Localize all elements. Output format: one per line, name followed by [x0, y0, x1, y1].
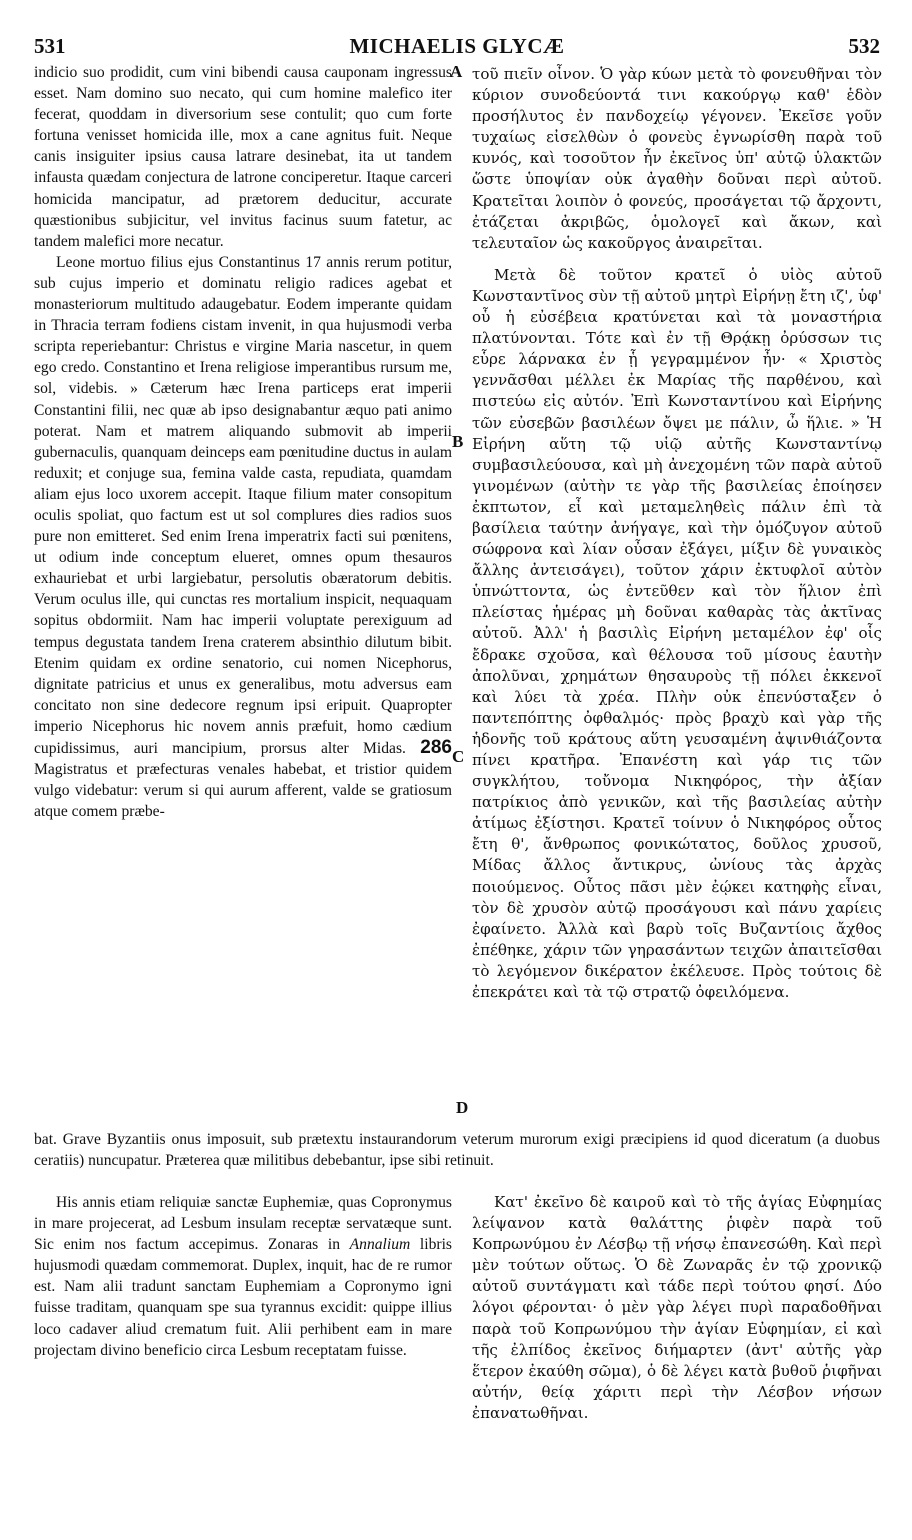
greek-column-top	[472, 64, 882, 1003]
running-title: MICHAELIS GLYCÆ	[349, 34, 565, 58]
section-marker-b: B	[452, 432, 464, 451]
latin-paragraph-2-text: Leone mortuo filius ejus Constantinus 17 annis rerum potitur, sub cujus imperio et dominatu religio radices agebat et monasteriorum multitudo adaugebatur. Eodem imperante quidam in Thracia terram fodiens cistam invenit, in qua hujusmodi verba scripta reperiebantur: Christus e virgine Maria nascetur, in quem ego credo. Constantino et Irena religiose imperantibus rursum me, sol, videbis. » Cæterum hæc Irena particeps erat imperii Constantini filii, nec quæ ab ipso designabantur æquo pati animo poterat. Nam et matrem aliquando submovit ab imperii gubernaculis, quanquam deinceps eam pœnitudine ductus in aulam reduxit; et conjuge sua, femina valde casta, repudiata, quamdam aliam ejus loco uxorem accepit. Itaque filium mater consopitum oculis spoliat, quo factum est ut sol complures dies radios suos pure non emitteret. Sed enim Irena imperatrix facti sui pœnitens, ut odium inde conceptum elueret, omnes opum thesauros exhauriebat et urbi largiebatur, persolutis obæratorum debitis. Verum oculus ille, qui cunctas res mortalium inspicit, nequaquam sopitus obdormiit. Nam hac imperii voluptate perexiguum ad tempus degustata tandem Irena craterem absinthio dilutum bibit. Etenim quidam ex ordine senatorio, cui nomen Nicephorus, dignitate patricius et unus ex generalibus, motu adversus eam concitato non sine dedecore regnum ipsi eripuit. Quapropter imperio Nicephorus hic novem annis præfuit, homo cædium cupidissimus, auri mancipium, prorsus alter Midas.	[34, 253, 452, 757]
section-marker-d: D	[456, 1098, 469, 1117]
latin-paragraph-3-b: libris hujusmodi quædam commemorat. Duplex, inquit, hac de re rumor est. Nam alii tradunt sanctam Euphemiam a Copronymo igni fuisse traditam, quanquam spe sua tyrannus excidit: quippe illius loco cadaver aliud crematum fuit. Alii perhibent eam in mare projectam divino beneficio circa Lesbum receptatam fuisse.	[34, 1236, 452, 1359]
latin-paragraph-3-italic: Annalium	[349, 1236, 411, 1254]
margin-page-number: 286	[420, 737, 452, 758]
latin-column-top	[34, 62, 452, 822]
latin-paragraph-2-end: bat. Grave Byzantiis onus imposuit, sub prætextu instaurandorum veterum murorum exigi præcipiens id quod diceratum (a duobus ceratiis) nuncupatur. Præterea quæ militibus debebantur, ipse sibi retinuit.	[34, 1131, 880, 1170]
section-marker-c: C	[452, 747, 465, 766]
greek-paragraph-3: Κατ' ἐκεῖνο δὲ καιροῦ καὶ τὸ τῆς ἁγίας Εὐφημίας λείψανον κατὰ θαλάττης ῥιφὲν παρὰ τοῦ Κοπρωνύμου ἐν Λέσβῳ τῇ νήσῳ ἐπανεσώθη. Καὶ περὶ μὲν τούτων οὕτως. Ὁ δὲ Ζωναρᾶς ἐν τῷ χρονικῷ αὐτοῦ συντάγματι καὶ τάδε περὶ τούτου φησί. Δύο λόγοι φέρονται· ὁ μὲν γὰρ λέγει πυρὶ παραδοθῆναι παρὰ τοῦ Κοπρωνύμου τὴν ἁγίαν Εὐφημίαν, εἰ καὶ τῆς ἐλπίδος ἐκεῖνος διήμαρτεν (ἀντ' αὐτῆς γὰρ ἕτερον ἐκαύθη σῶμα), ὁ δὲ λέγει κατὰ βυθοῦ ῥιφῆναι αὐτήν, θείᾳ χάριτι περὶ τὴν Λέσβον νήσων ἐπανατωθῆναι.	[472, 1193, 882, 1422]
greek-paragraph-1: τοῦ πιεῖν οἶνον. Ὁ γὰρ κύων μετὰ τὸ φονευθῆναι τὸν κύριον συνοδεύοντά τινι κακούργῳ καθ' ἑδὸν προσήλυτος ἐν πανδοχείῳ γέγονεν. Ἐκεῖσε γοῦν τυχαίως εἰσελθὼν ὁ φονεὺς ἐγνωρίσθη παρὰ τοῦ κυνός, καὶ τοσοῦτον ἦν ἐκεῖνος ὑπ' αὐτῷ ὑλακτῶν ὥστε ὑποψίαν οὐκ ἀγαθὴν δοῦναι περὶ αὐτοῦ. Κρατεῖται λοιπὸν ὁ φονεύς, προσάγεται τῷ ἄρχοντι, ἐτάζεται ἀκριβῶς, ὁμολογεῖ καὶ ἄκων, καὶ τελευταῖον ὡς κακοῦργος ἀναιρεῖται.	[472, 65, 882, 252]
latin-paragraph-3-a: His annis etiam reliquiæ sanctæ Euphemiæ, quas Copronymus in mare projecerat, ad Lesbum insulam receptæ servatæque sunt. Sic enim nos factum accepimus. Zonaras in	[34, 1194, 452, 1254]
latin-paragraph-3	[34, 1192, 452, 1361]
greek-paragraph-2: Μετὰ δὲ τοῦτον κρατεῖ ὁ υἱὸς αὐτοῦ Κωνσταντῖνος σὺν τῇ αὐτοῦ μητρὶ Εἰρήνῃ ἔτη ιζ', ὑφ' οὗ ἡ εὐσέβεια κρατύνεται καὶ τὰ μοναστήρια πλατύνονται. Τότε καὶ ἐν τῇ Θρᾴκῃ ὀρύσσων τις εὗρε λάρνακα ἐν ᾗ γεγραμμένον ἦν· « Χριστὸς γεννᾶσθαι μέλλει ἐκ Μαρίας τῆς παρθένου, καὶ πιστεύω εἰς αὐτόν. Ἐπὶ Κωνσταντίνου καὶ Εἰρήνης τῶν εὐσεβῶν βασιλέων ὄψει με πάλιν, ὦ ἥλιε. » Ἡ Εἰρήνη αὕτη τῷ υἱῷ αὐτῆς Κωνσταντίνῳ συμβασιλεύουσα, καὶ μὴ ἀνεχομένη τῶν παρὰ αὐτοῦ γινομένων (αὐτὴν τε γὰρ τῆς βασιλείας ἐποίησεν ἐκπτωτον, εἶ καὶ μεταμεληθεὶς πάλιν ἐπὶ τὰ βασίλεια ταύτην ἀνήγαγε, καὶ τὴν ὁμόζυγον αὐτοῦ σώφρονα καὶ λίαν οὖσαν ἐξάγει, μίξιν δὲ γυναικὸς ἄλλης ἀντεισάγει), τοῦτον χάριν ἐκτυφλοῖ αὐτὸν ὑπνώττοντα, ὡς ἐντεῦθεν καὶ τὸν ἥλιον ἐπὶ πλείστας ἡμέρας μὴ δοῦναι καθαρὰς τὰς ἀκτῖνας αὐτοῦ. Ἀλλ' ἡ βασιλὶς Εἰρήνη μεταμέλον ἐφ' οἷς ἔδρακε σχοῦσα, καὶ θέλουσα τοῦ μίσους ἑαυτὴν ἀπολῦναι, χρημάτων θησαυροὺς τῇ πόλει ἐκκενοῖ καὶ λύει τὰ χρέα. Πλὴν οὐκ ἐπενύσταξεν ὁ παντεπόπτης ὀφθαλμός· πρὸς βραχὺ καὶ γὰρ τῆς ἡδονῆς τοῦ κράτους αὕτη γευσαμένη ἀψινθιάζοντα πίνει κρατῆρα. Ἐπανέστη καὶ γάρ τις τῶν συγκλήτου, τοὔνομα Νικηφόρος, τὴν ἀξίαν πατρίκιος ἀπὸ γενικῶν, καὶ τῆς βασιλείας αὐτὴν ἀτίμως ἐξίστησι. Κρατεῖ τοίνυν ὁ Νικηφόρος οὗτος ἔτη θ', ἄνθρωπος φονικώτατος, δοῦλος χρυσοῦ, Μίδας ἄλλος ἄντικρυς, ὠνίους τὰς ἀρχὰς ποιούμενος. Οὗτος πᾶσι μὲν ἐῴκει κατηφὴς εἶναι, τὸν δὲ χρυσὸν αὐτῷ προσάγουσι καὶ πάνυ χαρίεις ἐφαίνετο. Ἀλλὰ καὶ βαρὺ τοῖς Βυζαντίοις ἄχθος ἐπέθηκε, χάριν τῶν γηρασάντων τειχῶν ἀπαιτεῖσθαι τὸ λεγόμενον δικέρατον ἐκέλευσε. Πρὸς τούτοις δὲ ἐπεκράτει καὶ τὰ τῷ στρατῷ ὀφειλόμενα.	[472, 265, 882, 1002]
running-header	[34, 34, 880, 58]
full-width-continuation	[34, 1129, 880, 1171]
page-number-right: 532	[848, 34, 880, 58]
greek-column-bottom	[472, 1192, 882, 1424]
latin-paragraph-2-lead: Magistratus et præfecturas venales habebat, et tristior quidem vulgo videbatur: verum si qui aurum afferent, valde se gratiosum atque comem præbe-	[34, 761, 452, 821]
section-marker-a: A	[450, 62, 463, 81]
page-number-left: 531	[34, 34, 66, 58]
latin-paragraph-1: indicio suo prodidit, cum vini bibendi causa cauponam ingressus esset. Nam domino suo necato, qui cum homine malefico iter fecerat, quoddam in diversorium sese contulit; quo cum forte fortuna venisset homicida ille, mox a cane agnitus fuit. Neque canis insiguiter ipsius causa latrare desinebat, ita ut tandem infausta quædam conjectura de latrone conciperetur. Itaque carceri homicida mancipatur, ad prætorem deducitur, accurate quæstionibus subjicitur, vel invitus facinus suum fatetur, ac tandem malefici more necatur.	[34, 64, 452, 250]
latin-column-bottom	[34, 1192, 452, 1361]
latin-paragraph-2	[34, 252, 452, 823]
